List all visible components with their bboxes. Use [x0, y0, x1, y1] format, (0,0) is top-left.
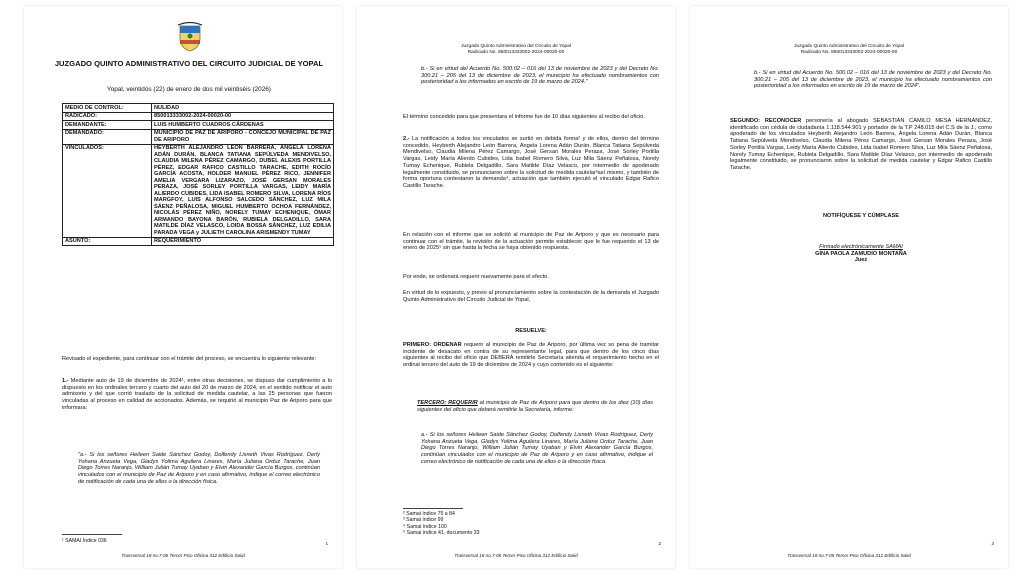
- notifiquese-heading: NOTIFÍQUESE Y CÚMPLASE: [823, 213, 899, 219]
- case-row-value: REQUERIMIENTO: [152, 237, 334, 246]
- item-2-paragraph: [403, 136, 659, 190]
- tercero-label: TERCERO: REQUERIR: [417, 400, 478, 406]
- header-court: Juzgado Quinto Administrativo del Circuito de Yopal: [794, 44, 904, 49]
- document-page-2: [357, 6, 675, 568]
- relation-paragraph: En relación con el informe que se solicitó al municipio de Paz de Ariporo y que es necesario para continuar con el trámite, la revisión de la actuación permite establecer que le fue requerido el 13 de enero de 2025⁵ sin que hasta la fecha se haya obtenido respuesta.: [403, 232, 659, 252]
- segundo-verb: RECONOCER: [764, 118, 802, 124]
- quote-b: b.- Si en virtud del Acuerdo No. 500.02 – 016 del 13 de noviembre de 2023 y del Decreto No. 300.21 – 205 del 13 de diciembre de 2023, el municipio ha efectuado nombramientos con posterioridad a los informados en escrito de 19 de marzo de 2024.": [421, 66, 659, 86]
- segundo-label: SEGUNDO:: [730, 118, 761, 124]
- item-2-label: 2.-: [403, 136, 410, 142]
- case-row-key: DEMANDADO:: [63, 129, 152, 144]
- date-line: Yopal, veintidós (22) de enero de dos mil veintiséis (2026): [107, 86, 271, 93]
- case-row: [63, 144, 334, 237]
- header-radicado: Radicado No. 850013333002-2024-00020-00: [800, 49, 898, 55]
- primero-text: requerir al municipio de Paz de Ariporo, por última vez so pena de tramitar incidente de desacato en contra de su representante legal, para que dentro de los cinco días siguientes al recibo del oficio que DEBERÁ remitirle Secretaría atienda el requerimiento hecho en el ordinal tercero del auto de 19 de diciembre de 2024 y cuyo contenido es el siguiente:: [403, 342, 659, 369]
- case-info-table: [62, 103, 334, 246]
- case-row-key: RADICADO:: [63, 112, 152, 121]
- footnote-5: ⁵ Samai índice 41, documento 33: [403, 529, 480, 536]
- case-row: [63, 104, 334, 113]
- case-row: [63, 129, 334, 144]
- case-row-value: 850013333002-2024-00020-00: [152, 112, 334, 121]
- case-row-key: ASUNTO:: [63, 237, 152, 246]
- footnote-1: ¹ SAMAI Índice 036: [62, 538, 107, 544]
- footnotes: [403, 511, 480, 536]
- quote-a: "a.- Si los señores Heileen Saide Sánchez Godoy, Dolfendy Lisneth Vivas Rodríguez, Derly Yohana Anzueta Vega, Gladys Yolima Aguilera Linares, María Juliana Orduz Tarache, Juan Diego Torres Naranjo, William Julián Tumay Uyaban y Elvin Alexander García Burgos, continúan vinculados con el municipio de Paz de Ariporo y en caso afirmativo, indique el correo electrónico de notificación de cada una de ellos o la dirección física.: [78, 452, 320, 485]
- page-number: 2: [658, 541, 661, 546]
- colombia-coat-of-arms-icon: [176, 22, 204, 52]
- judge-name: GINA PAOLA ZAMUDIO MONTAÑA: [815, 250, 907, 257]
- case-row-value: LUIS HUMBERTO CUADROS CÁRDENAS: [152, 121, 334, 130]
- footnote-3: ³ Samai índice 99: [403, 517, 444, 524]
- footnote-2: ² Samai índice 75 a 84: [403, 511, 455, 517]
- page-number: 1: [325, 541, 328, 546]
- item-2-text: La notificación a todos los vinculados se surtió en debida forma² y de ellos, dentro del término concedido, Heyberth Alejandro León Barrera, Ángela Lorena Adán Durán, Blanca Tatiana Sepúlveda Mendivelso, Claudia Milena Pérez Camargo, José Gersan Morales Peraza, José Sorley Portilla Vargas, Leidy María Alierdo Cubides, Lida Isabel Romero Silva, Luz Mila Sáenz Peñalosa, Norely Tumay Echenique, Rubiela Delgadillo, Sara Matilde Díaz Velasco, por intermedio de apoderado legalmente constituido, se pronunciaron sobre la solicitud de medida cautelar³así mismo, y también de forma oportuna contestaron la demanda⁴, actuación que también ejecutó el vinculado Edgar Rafico Castillo Tarache.: [403, 136, 659, 189]
- case-row-value: MUNICIPIO DE PAZ DE ARIPORO - CONCEJO MUNICIPAL DE PAZ DE ARIPORO: [152, 129, 334, 144]
- therefore-paragraph: Por ende, se ordenará requerir nuevamente para el efecto.: [403, 274, 549, 280]
- page-footer: Transversal 18 no.7-05 Tercer Piso Oficina 312 Edificio Saiid: [454, 553, 578, 558]
- court-title: JUZGADO QUINTO ADMINISTRATIVO DEL CIRCUITO JUDICIAL DE YOPAL: [54, 59, 324, 68]
- tercero-paragraph: [417, 400, 653, 413]
- item-1-paragraph: [62, 378, 332, 412]
- header-radicado: Radicado No. 850013333002-2024-00020-00: [467, 49, 565, 55]
- page-header: [690, 44, 1008, 56]
- signature-block: [730, 244, 992, 264]
- page-number: 3: [991, 541, 994, 546]
- tercero-text: al municipio de Paz de Ariporo para que dentro de los diez (10) días siguientes del oficio que deberá remitirle la Secretaría, informe:: [417, 400, 653, 413]
- quote-b: b.- Si en virtud del Acuerdo No. 500.02 – 016 del 13 de noviembre de 2023 y del Decreto No. 300.21 – 205 del 13 de diciembre de 2023, el municipio ha efectuado nombramientos con posterioridad a los informados en escrito de 19 de marzo de 2024".: [754, 70, 992, 90]
- judge-title: Juez: [854, 257, 868, 264]
- resuelve-heading: RESUELVE:: [515, 328, 547, 334]
- intro-paragraph: Revisado el expediente, para continuar con el trámite del proceso, se encuentra lo siguiente relevante:: [62, 356, 317, 362]
- segundo-text: personería al abogado SEBASTIÁN CAMILO MESA HERNÁNDEZ, identificado con cédula de ciudadanía 1.118.544.901 y portador de la T.P 248.015 del C.S de la J., como apoderado de los vinculados Heyberth Alejandro León Barrera, Ángela Lorena Adán Durán, Blanca Tatiana Sepúlveda Mendivelso, Claudia Milena Pérez Camargo, José Gersan Morales Peraza, José Sorley Portilla Vargas, Leidy María Alierdo Cubides, Lida Isabel Romero Silva, Luz Mila Sáenz Peñalosa, Norely Tumay Echenique, Rubiela Delgadillo, Sara Matilde Díaz Velasco, por intermedio de apoderado legalmente constituido, se pronunciaron sobre la solicitud de medida cautelar y Edgar Rafico Castillo Tarache.: [730, 118, 992, 171]
- case-row: [63, 121, 334, 130]
- case-row-key: MEDIO DE CONTROL:: [63, 104, 152, 113]
- virtue-paragraph: En virtud de lo expuesto, y previo al pronunciamiento sobre la contestación de la demanda el Juzgado Quinto Administrativo del Circuito Judicial de Yopal,: [403, 290, 659, 303]
- primero-paragraph: [403, 342, 659, 369]
- footnote-rule: [403, 508, 463, 509]
- item-1-text: Mediante auto de 19 de diciembre de 2024¹, entre otras decisiones, se dispuso dar cumplimiento a lo dispuesto en los ordinales tercero y cuarto del auto del 20 de marzo de 2024, en el sentido notificar el auto admisorio y del que corrió traslado de la solicitud de medida cautelar, a las 25 personas que fueron vinculadas al proceso en calidad de accionados. Además, se requirió al municipio Paz de Ariporo para que informara:: [62, 378, 332, 411]
- signature-note: Firmado electrónicamente SAMAI: [819, 244, 903, 250]
- case-row-key: VINCULADOS:: [63, 144, 152, 237]
- document-page-3: [690, 6, 1008, 568]
- primero-label: PRIMERO: ORDENAR: [403, 342, 462, 348]
- document-page-1: [24, 6, 342, 568]
- footnote-rule: [62, 534, 122, 535]
- case-row-key: DEMANDANTE:: [63, 121, 152, 130]
- term-paragraph: El término concedido para que presentara el informe fue de 10 días siguientes al recibo del oficio.: [403, 114, 645, 120]
- header-court: Juzgado Quinto Administrativo del Circuito de Yopal: [461, 44, 571, 49]
- tercero-quote: a.- Si los señores Heileen Saide Sánchez Godoy, Dolfendy Lisneth Vivas Rodríguez, Derly Yohana Anzueta Vega, Gladys Yolima Aguilera Linares, María Juliana Orduz Tarache, Juan Diego Torres Naranjo, William Julián Tumay Uyaban y Elvin Alexander García Burgos, continúan vinculados con el municipio de Paz de Ariporo y en caso afirmativo, indique el correo electrónico de notificación de cada una de ellos o la dirección física.: [421, 432, 653, 465]
- page-footer: Transversal 18 no.7-05 Tercer Piso Oficina 312 Edificio Saiid: [787, 553, 911, 558]
- case-row-value: HEYBERTH ALEJANDRO LEÓN BARRERA, ÁNGELA LORENA ADÁN DURÁN, BLANCA TATIANA SEPÚLVEDA MENDIVELSO, CLAUDIA MILENA PÉREZ CAMARGO, DUBEL ALEXIS PORTILLA PÉREZ, EDGAR RAFICO CASTILLO TARACHE, EDITH ROCÍO GARCÍA ACOSTA, HOLDER MANUEL PÉREZ RICO, JENNIFER AMELIA VERGARA LIZARAZO, JOSÉ GERSAN MORALES PERAZA, JOSÉ SORLEY PORTILLA VARGAS, LEIDY MARÍA ALIERDO CUBIDES, LIDA ISABEL ROMERO SILVA, LORENA RÍOS MARGFOY, LUIS ALFONSO SALCEDO SÁNCHEZ, LUZ MILA SÁENZ PEÑALOSA, MIGUEL HUMBERTO OCHOA FERNÁNDEZ, NICOLÁS PÉREZ NIÑO, NORELY TUMAY ECHENIQUE, ÓMAR ARMANDO BAYONA BARÓN, RUBIELA DELGADILLO, SARA MATILDE DÍAZ VELASCO, LOIDA BOSSA SÁNCHEZ, LUZ EDILIA PARADA VEGA y JULIETH CAROLINA ARISMENDY TUMAY: [152, 144, 334, 237]
- page-header: [357, 44, 675, 56]
- item-1-label: 1.-: [62, 378, 69, 384]
- case-row-value: NULIDAD: [152, 104, 334, 113]
- case-row: [63, 237, 334, 246]
- footnote-4: ⁴ Samai índice 100: [403, 523, 447, 530]
- page-footer: Transversal 18 no.7-05 Tercer Piso Oficina 312 Edificio Saiid: [121, 553, 245, 558]
- case-row: [63, 112, 334, 121]
- segundo-paragraph: [730, 118, 992, 172]
